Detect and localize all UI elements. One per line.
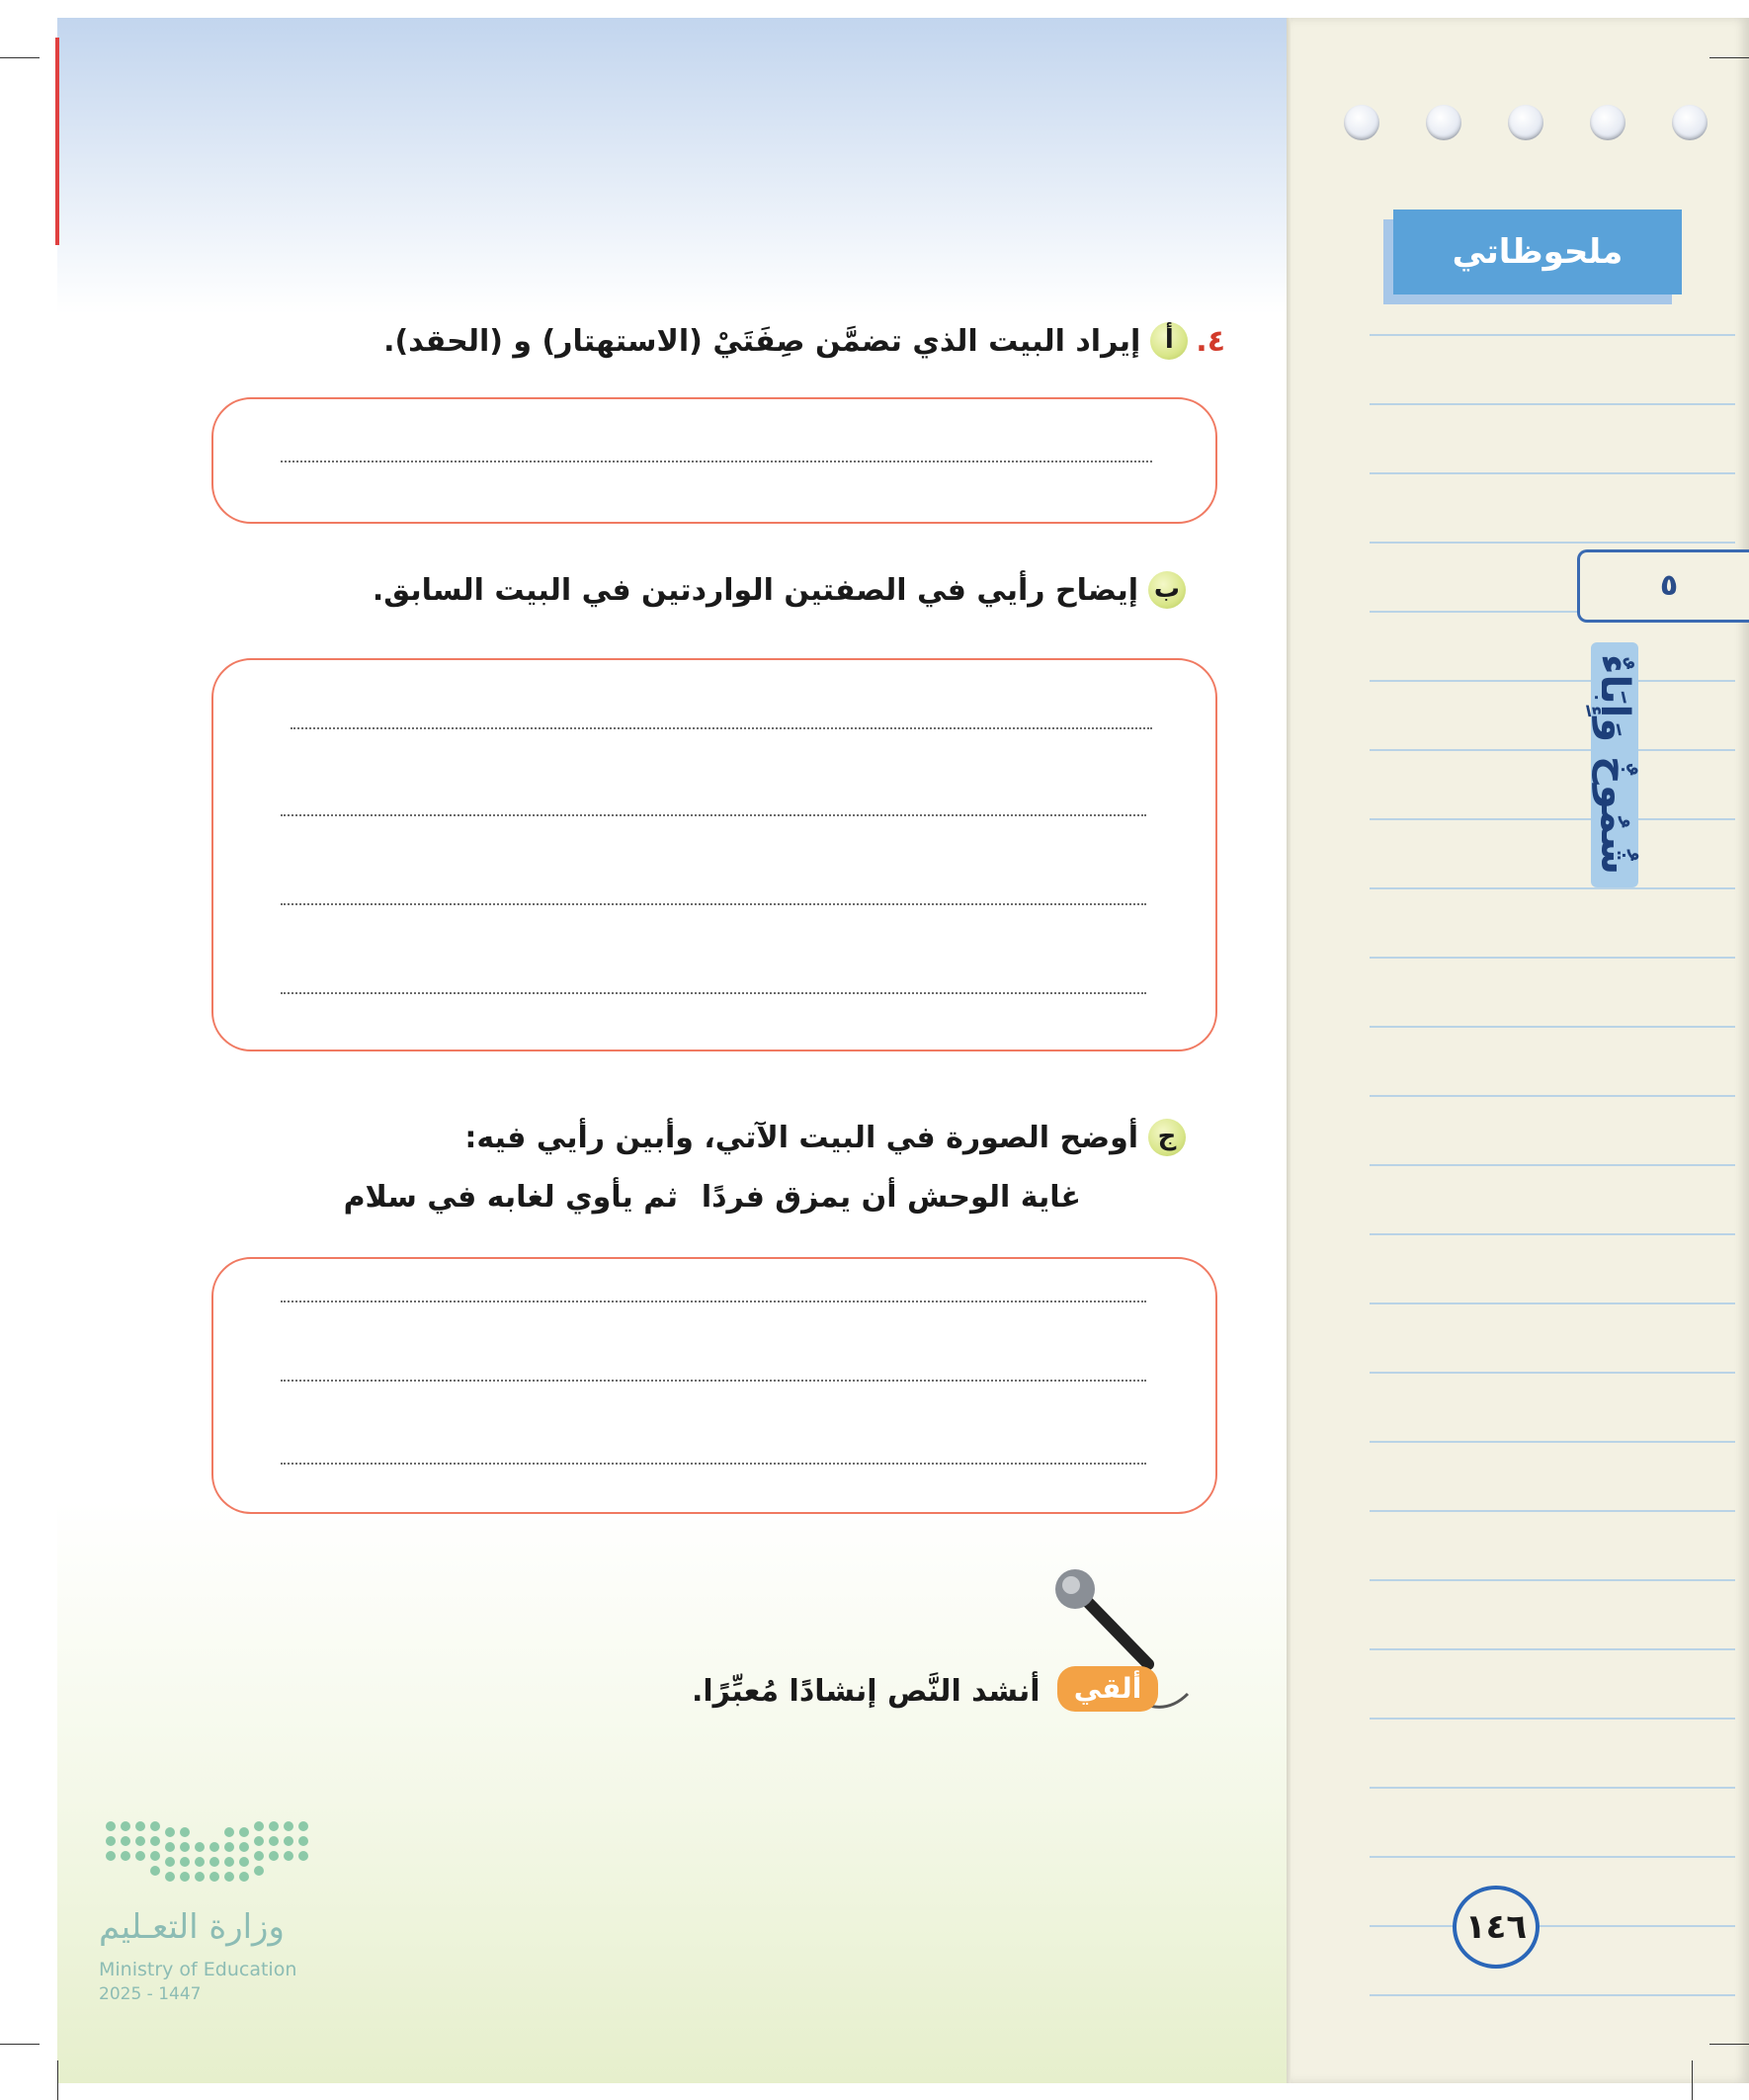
answer-box-a[interactable] <box>211 397 1217 524</box>
notes-ruled-line <box>1370 1441 1735 1443</box>
logo-dot <box>209 1857 219 1867</box>
binder-ring-icon <box>1426 105 1461 140</box>
logo-dot <box>239 1842 249 1852</box>
logo-dot <box>224 1827 234 1837</box>
notes-ruled-line <box>1370 472 1735 474</box>
answer-line[interactable] <box>291 727 1152 729</box>
logo-dot <box>135 1851 145 1861</box>
logo-dot <box>224 1872 234 1882</box>
notes-ruled-line <box>1370 680 1735 682</box>
logo-dot <box>106 1836 116 1846</box>
notes-ruled-line <box>1370 818 1735 820</box>
crop-mark <box>1709 2044 1749 2045</box>
notes-ruled-line <box>1370 1164 1735 1166</box>
verse-first-hemistich: غاية الوحش أن يمزق فردًا <box>701 1180 1081 1215</box>
notes-ruled-line <box>1370 1372 1735 1374</box>
logo-dot <box>254 1851 264 1861</box>
question-4c <box>464 1119 1186 1156</box>
notes-ruled-line <box>1370 957 1735 959</box>
answer-line[interactable] <box>281 1463 1146 1465</box>
crop-mark <box>57 2060 58 2100</box>
logo-dot <box>224 1857 234 1867</box>
logo-dot <box>150 1836 160 1846</box>
page-number: ١٤٦ <box>1453 1886 1540 1969</box>
chapter-title-tag: شُمُوخٌ وَإِبَاءٌ <box>1591 642 1638 887</box>
ministry-name-arabic: وزارة التعـليم <box>99 1907 285 1947</box>
logo-dot <box>298 1851 308 1861</box>
logo-dot <box>209 1872 219 1882</box>
logo-dot <box>195 1842 205 1852</box>
notes-title: ملحوظاتي <box>1393 210 1682 294</box>
logo-dot <box>165 1872 175 1882</box>
question-4a-text: إيراد البيت الذي تضمَّن صِفَتَيْ (الاستهتار) و (الحقد). <box>383 323 1141 359</box>
crop-mark <box>1709 57 1749 58</box>
notes-ruled-line <box>1370 1510 1735 1512</box>
logo-dot <box>135 1836 145 1846</box>
binder-ring-icon <box>1590 105 1625 140</box>
logo-dot <box>195 1872 205 1882</box>
notes-ruled-line <box>1370 887 1735 889</box>
logo-dot <box>254 1836 264 1846</box>
notes-ruled-line <box>1370 1994 1735 1996</box>
logo-dot <box>195 1857 205 1867</box>
logo-dot <box>298 1836 308 1846</box>
notes-ruled-line <box>1370 542 1735 544</box>
notes-ruled-line <box>1370 749 1735 751</box>
notes-ruled-line <box>1370 1718 1735 1720</box>
question-4b-text: إيضاح رأيي في الصفتين الواردتين في البيت السابق. <box>372 572 1138 608</box>
answer-line[interactable] <box>281 903 1146 905</box>
notes-ruled-line <box>1370 334 1735 336</box>
logo-dot <box>224 1842 234 1852</box>
logo-dot <box>269 1851 279 1861</box>
question-number: ٤. <box>1196 323 1225 359</box>
verse-second-hemistich: ثم يأوي لغابه في سلام <box>343 1180 678 1215</box>
logo-dot <box>180 1872 190 1882</box>
logo-dot <box>284 1821 293 1831</box>
logo-dot <box>121 1821 130 1831</box>
question-4a <box>383 322 1225 360</box>
logo-dot <box>254 1866 264 1876</box>
notes-ruled-line <box>1370 1579 1735 1581</box>
recite-text: أنشد النَّص إنشادًا مُعبِّرًا. <box>692 1674 1041 1709</box>
badge-a: أ <box>1150 322 1188 360</box>
notes-ruled-line <box>1370 1856 1735 1858</box>
chapter-number-tab: ٥ <box>1577 549 1749 623</box>
logo-dot <box>121 1836 130 1846</box>
answer-line[interactable] <box>281 992 1146 994</box>
logo-dot <box>269 1821 279 1831</box>
logo-dot <box>165 1857 175 1867</box>
logo-dot <box>121 1851 130 1861</box>
ministry-year: 2025 - 1447 <box>99 1984 202 2004</box>
notes-ruled-line <box>1370 1095 1735 1097</box>
notes-ruled-line <box>1370 1648 1735 1650</box>
logo-dot <box>254 1821 264 1831</box>
badge-c: ج <box>1148 1119 1186 1156</box>
notes-ruled-line <box>1370 1302 1735 1304</box>
answer-box-b[interactable] <box>211 658 1217 1051</box>
logo-dot <box>239 1827 249 1837</box>
crop-mark <box>0 2044 40 2045</box>
logo-dot <box>269 1836 279 1846</box>
ministry-logo-icon <box>103 1818 314 1897</box>
logo-dot <box>209 1842 219 1852</box>
notes-ruled-line <box>1370 1233 1735 1235</box>
logo-dot <box>298 1821 308 1831</box>
question-4c-text: أوضح الصورة في البيت الآتي، وأبين رأيي فيه: <box>464 1120 1138 1155</box>
logo-dot <box>180 1857 190 1867</box>
binder-ring-icon <box>1672 105 1707 140</box>
logo-dot <box>150 1851 160 1861</box>
badge-b: ب <box>1148 571 1186 609</box>
notes-panel <box>1291 18 1749 2083</box>
logo-dot <box>165 1842 175 1852</box>
logo-dot <box>106 1851 116 1861</box>
answer-line[interactable] <box>281 814 1146 816</box>
recite-label: ألقي <box>1057 1666 1158 1712</box>
logo-dot <box>180 1827 190 1837</box>
binder-ring-icon <box>1344 105 1379 140</box>
logo-dot <box>239 1872 249 1882</box>
margin-bar <box>55 38 59 245</box>
answer-box-c[interactable] <box>211 1257 1217 1514</box>
answer-line[interactable] <box>281 1380 1146 1382</box>
question-4b <box>373 571 1186 609</box>
logo-dot <box>165 1827 175 1837</box>
logo-dot <box>180 1842 190 1852</box>
notes-ruled-line <box>1370 403 1735 405</box>
crop-mark <box>1692 2060 1693 2100</box>
notes-ruled-line <box>1370 1925 1735 1927</box>
logo-dot <box>239 1857 249 1867</box>
logo-dot <box>150 1821 160 1831</box>
logo-dot <box>284 1851 293 1861</box>
logo-dot <box>284 1836 293 1846</box>
crop-mark <box>0 57 40 58</box>
logo-dot <box>150 1866 160 1876</box>
answer-line[interactable] <box>281 1301 1146 1302</box>
notes-ruled-line <box>1370 1787 1735 1789</box>
logo-dot <box>135 1821 145 1831</box>
binder-ring-icon <box>1508 105 1543 140</box>
logo-dot <box>106 1821 116 1831</box>
answer-line[interactable] <box>281 461 1152 462</box>
notes-ruled-line <box>1370 1026 1735 1028</box>
ministry-name-english: Ministry of Education <box>99 1959 297 1980</box>
